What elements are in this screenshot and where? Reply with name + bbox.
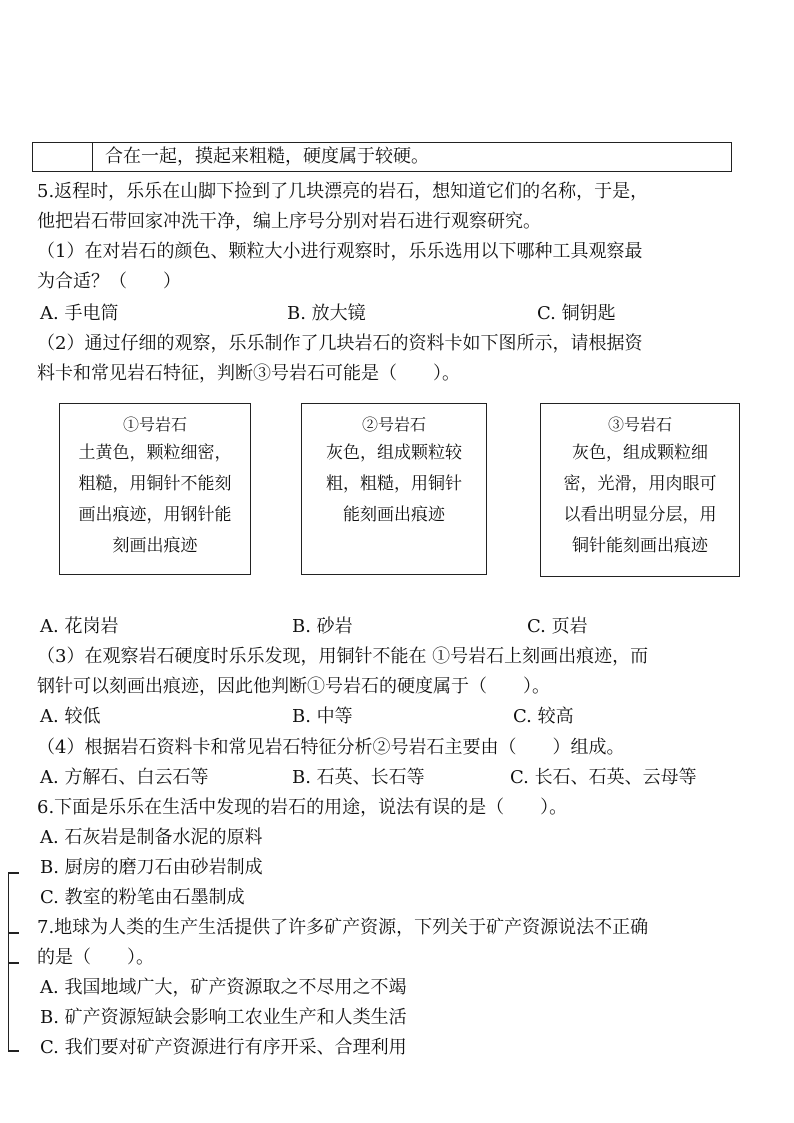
rock-card-2-line: 灰色，组成颗粒较	[326, 443, 462, 463]
rock-card-1-line: 粗糙，用铜针不能刻	[78, 474, 232, 494]
q7-option-b[interactable]: B. 矿产资源短缺会影响工农业生产和人类生活	[40, 1007, 407, 1028]
rock-card-1-line: 画出痕迹，用钢针能	[78, 505, 232, 525]
q5-sub3-line1: （3）在观察岩石硬度时乐乐发现，用铜针不能在 ①号岩石上刻画出痕迹，而	[37, 646, 649, 667]
rock-card-3-title: ③号岩石	[607, 415, 672, 434]
q5-sub1-option-a[interactable]: A. 手电筒	[40, 303, 119, 324]
rock-card-2-line: 能刻画出痕迹	[343, 505, 445, 525]
q5-sub4-option-a[interactable]: A. 方解石、白云石等	[40, 767, 209, 788]
rock-card-1-title: ①号岩石	[122, 415, 187, 434]
margin-tick	[9, 962, 19, 964]
q7-stem-line2: 的是（ ）。	[37, 947, 154, 968]
rock-card-1	[59, 403, 251, 575]
q6-option-c[interactable]: C. 教室的粉笔由石墨制成	[40, 887, 245, 908]
q5-sub1-option-b[interactable]: B. 放大镜	[287, 303, 366, 324]
q5-sub2-option-c[interactable]: C. 页岩	[527, 616, 588, 637]
q5-sub3-option-b[interactable]: B. 中等	[292, 706, 353, 727]
q5-sub4-option-b[interactable]: B. 石英、长石等	[292, 767, 425, 788]
q5-sub1-option-c[interactable]: C. 铜钥匙	[537, 303, 616, 324]
margin-tick	[9, 932, 19, 934]
rock-card-3	[540, 403, 740, 577]
q6-option-b[interactable]: B. 厨房的磨刀石由砂岩制成	[40, 857, 263, 878]
rock-card-3-line: 密，光滑，用肉眼可	[563, 474, 717, 494]
q5-sub4-line1: （4）根据岩石资料卡和常见岩石特征分析②号岩石主要由（ ）组成。	[37, 737, 625, 758]
margin-tick	[9, 872, 19, 874]
q5-sub2-line2: 料卡和常见岩石特征，判断③号岩石可能是（ ）。	[37, 363, 460, 384]
q5-sub2-option-b[interactable]: B. 砂岩	[292, 616, 353, 637]
rock-card-2-title: ②号岩石	[361, 415, 426, 434]
q5-stem-line1: 5.返程时，乐乐在山脚下捡到了几块漂亮的岩石，想知道它们的名称，于是，	[37, 181, 649, 202]
rock-card-3-line: 以看出明显分层，用	[563, 505, 717, 525]
rock-card-3-line: 铜针能刻画出痕迹	[572, 536, 708, 556]
rock-card-1-line: 刻画出痕迹	[112, 536, 198, 556]
q5-sub1-line1: （1）在对岩石的颜色、颗粒大小进行观察时，乐乐选用以下哪种工具观察最	[37, 241, 643, 262]
q5-sub3-option-c[interactable]: C. 较高	[513, 706, 574, 727]
rock-card-3-line: 灰色，组成颗粒细	[572, 443, 708, 463]
rock-card-2	[301, 403, 487, 575]
rock-card-1-line: 土黄色，颗粒细密，	[78, 443, 232, 463]
q7-option-c[interactable]: C. 我们要对矿产资源进行有序开采、合理利用	[40, 1037, 407, 1058]
margin-bracket	[8, 872, 9, 1052]
q7-stem-line1: 7.地球为人类的生产生活提供了许多矿产资源，下列关于矿产资源说法不正确	[37, 917, 649, 938]
q5-sub1-line2: 为合适？（ ）	[37, 271, 181, 292]
q7-option-a[interactable]: A. 我国地域广大，矿产资源取之不尽用之不竭	[40, 977, 407, 998]
q5-sub2-line1: （2）通过仔细的观察，乐乐制作了几块岩石的资料卡如下图所示，请根据资	[37, 333, 643, 354]
q5-stem-line2: 他把岩石带回家冲洗干净，编上序号分别对岩石进行观察研究。	[37, 211, 541, 232]
q6-option-a[interactable]: A. 石灰岩是制备水泥的原料	[40, 827, 263, 848]
q5-sub4-option-c[interactable]: C. 长石、石英、云母等	[510, 767, 697, 788]
q5-sub3-line2: 钢针可以刻画出痕迹，因此他判断①号岩石的硬度属于（ ）。	[37, 676, 550, 697]
q5-sub2-option-a[interactable]: A. 花岗岩	[40, 616, 119, 637]
table-cell-empty	[33, 143, 93, 171]
table-cell-text: 合在一起，摸起来粗糙，硬度属于较硬。	[105, 146, 429, 167]
margin-tick	[9, 1050, 19, 1052]
q6-stem: 6.下面是乐乐在生活中发现的岩石的用途，说法有误的是（ ）。	[37, 797, 568, 818]
q5-sub3-option-a[interactable]: A. 较低	[40, 706, 101, 727]
top-table-row	[32, 142, 732, 172]
rock-card-2-line: 粗，粗糙，用铜针	[326, 474, 462, 494]
